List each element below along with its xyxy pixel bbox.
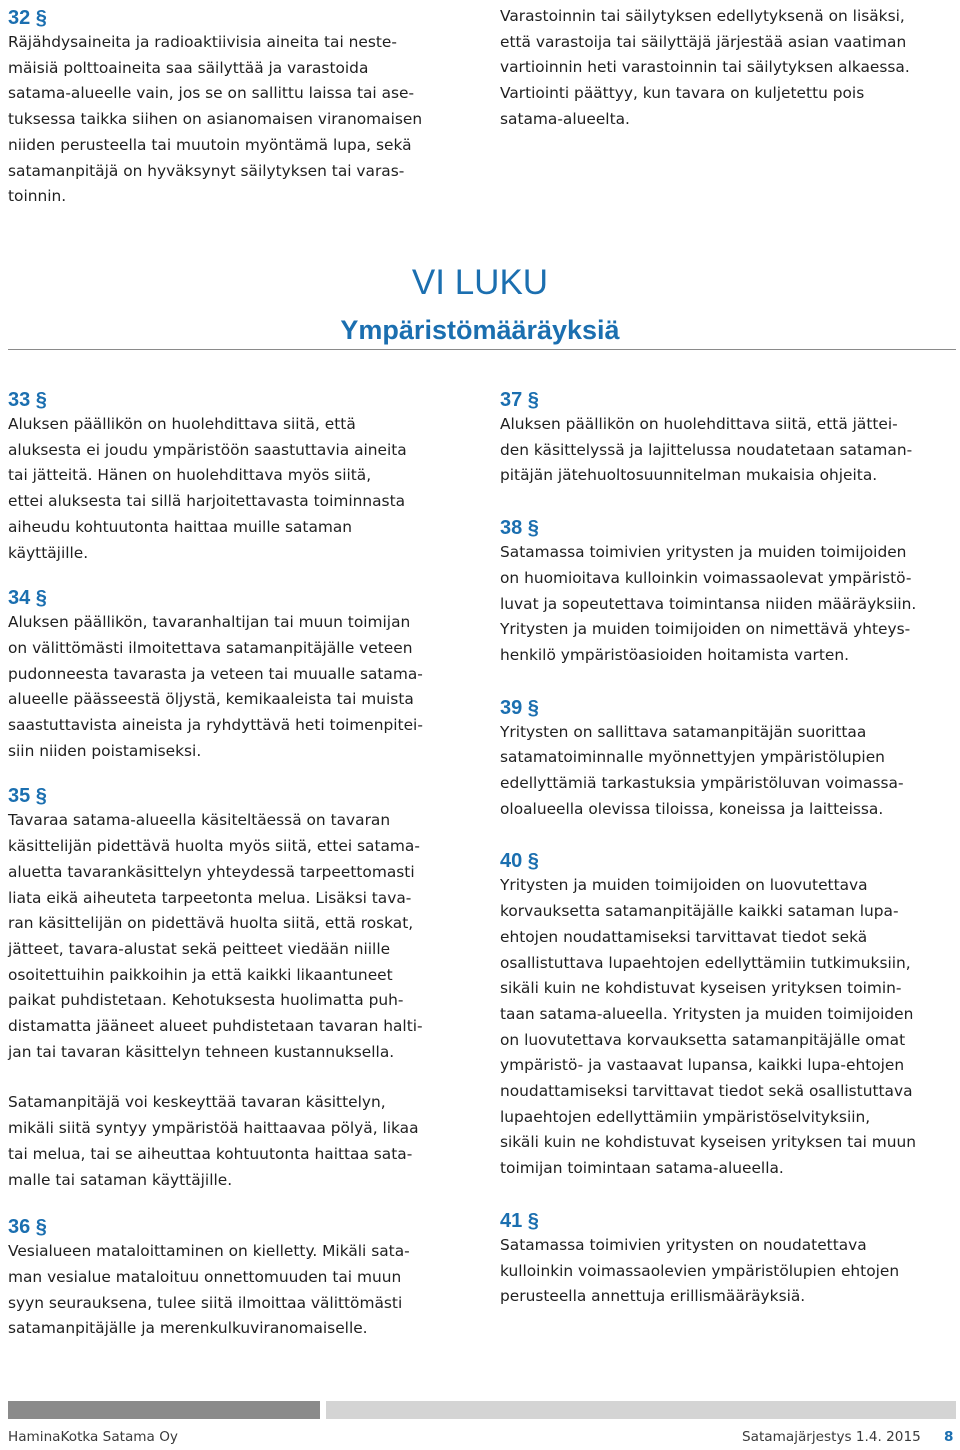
text-line: toinnin. (8, 187, 67, 206)
text-line: Vartiointi päättyy, kun tavara on kuljetettu pois (500, 84, 865, 103)
section-number: 39 § (500, 696, 539, 719)
text-line: ran käsittelijän on pidettävä huolta siitä, että roskat, (8, 914, 414, 933)
footer-page-number: 8 (944, 1429, 954, 1445)
text-line: pudonneesta tavarasta ja veteen tai muualle satama- (8, 664, 423, 683)
section-number: 32 § (8, 7, 47, 29)
chapter-divider (8, 349, 956, 350)
section-number: 33 § (8, 389, 47, 411)
text-line: ympäristö- ja vastaavat lupansa, kaikki lupa-ehtojen (500, 1056, 905, 1075)
text-line: siin niiden poistamiseksi. (8, 741, 202, 760)
section-40 (500, 849, 955, 1181)
section-33 (8, 388, 470, 566)
text-line: toimijan toimintaan satama-alueella. (500, 1159, 784, 1178)
text-line: Aluksen päällikön on huolehdittava siitä, että (8, 415, 356, 433)
text-line: että varastoija tai säilyttäjä järjestää asian vaatiman (500, 32, 907, 51)
text-line: Satamanpitäjä voi keskeyttää tavaran käsittelyn, (8, 1093, 386, 1112)
section-body (8, 1239, 470, 1342)
text-line: Räjähdysaineita ja radioaktiivisia aineita tai neste- (8, 33, 397, 51)
text-line: tuksessa taikka siihen on asianomaisen viranomaisen (8, 110, 423, 129)
text-line: kulloinkin voimassaolevien ympäristölupien ehtojen (500, 1261, 900, 1280)
section-number: 37 § (500, 389, 539, 411)
text-line: Yritysten ja muiden toimijoiden on luovutettava (500, 876, 868, 895)
section-number: 35 § (8, 785, 47, 808)
section-37 (500, 388, 955, 489)
text-line: aiheudu kohtuutonta haittaa muille sataman (8, 517, 353, 536)
text-line: satama-alueelta. (500, 109, 630, 128)
text-line: distamatta jääneet alueet puhdistetaan tavaran halti- (8, 1017, 423, 1036)
text-line: Yritysten ja muiden toimijoiden on nimettävä yhteys- (500, 620, 911, 639)
text-line: sikäli kuin ne kohdistuvat kyseisen yrityksen tai muun (500, 1133, 917, 1152)
text-line: on huomioitava kulloinkin voimassaolevat ympäristö- (500, 568, 912, 587)
text-line: luvat ja sopeutettava toimintansa niiden määräyksiin. (500, 594, 917, 613)
text-line: satamanpitäjälle ja merenkulkuviranomaiselle. (8, 1319, 368, 1338)
section-body (500, 4, 955, 133)
section-body (500, 1233, 955, 1310)
section-number: 38 § (500, 517, 539, 540)
chapter-number: VI LUKU (411, 263, 549, 302)
text-line: satamanpitäjä on hyväksynyt säilytyksen tai varas- (8, 161, 405, 180)
section-number: 40 § (500, 850, 539, 873)
text-line: mäisiä polttoaineita saa säilyttää ja varastoida (8, 58, 369, 77)
text-line: mikäli siitä syntyy ympäristöä haittaavaa pölyä, likaa (8, 1119, 419, 1138)
text-line: henkilö ympäristöasioiden hoitamista varten. (500, 645, 850, 664)
footer-document-title: Satamajärjestys 1.4. 2015 (742, 1429, 921, 1445)
text-line: vartioinnin heti varastoinnin tai säilytyksen alkaessa. (500, 58, 910, 77)
section-body (8, 1090, 470, 1193)
section-body (8, 412, 470, 566)
text-line: sikäli kuin ne kohdistuvat kyseisen yrityksen toimin- (500, 979, 902, 998)
text-line: ehtojen noudattamiseksi tarvittavat tiedot sekä (500, 927, 868, 946)
text-line: osoitettuihin paikkoihin ja että kaikki likaantuneet (8, 965, 393, 984)
text-line: pitäjän jätehuoltosuunnitelman mukaisia ohjeita. (500, 466, 878, 485)
text-line: on luovutettava korvauksetta satamanpitäjälle omat (500, 1030, 906, 1049)
text-line: jätteet, tavara-alustat sekä peitteet viedään niille (8, 939, 391, 958)
text-line: Varastoinnin tai säilytyksen edellytyksenä on lisäksi, (500, 7, 905, 25)
text-line: syyn seurauksena, tulee siitä ilmoittaa välittömästi (8, 1293, 403, 1312)
text-line: noudattamiseksi tarvittavat tiedot sekä osallistuttava (500, 1082, 913, 1101)
section-39 (500, 696, 955, 823)
text-line: satama-alueelle vain, jos se on sallittu laissa tai ase- (8, 84, 415, 103)
text-line: käsittelijän pidettävä huolta myös siitä, ettei satama- (8, 837, 420, 856)
section-body (8, 808, 470, 1065)
text-line: saastuttavista aineista ja ryhdyttävä heti toimenpitei- (8, 716, 423, 735)
text-line: oloalueella olevissa tiloissa, koneissa ja laitteissa. (500, 799, 884, 818)
section-body (500, 720, 955, 823)
section-38 (500, 516, 955, 669)
text-line: Vesialueen mataloittaminen on kielletty. Mikäli sata- (8, 1242, 410, 1261)
section-32 (8, 6, 458, 210)
text-line: perusteella annettuja erillismääräyksiä. (500, 1287, 806, 1306)
text-line: liata eikä aiheuteta tarpeetonta melua. Lisäksi tava- (8, 888, 412, 907)
right-column (500, 388, 955, 1310)
text-line: ettei aluksesta tai sillä harjoitettavasta toiminnasta (8, 492, 406, 511)
section-number: 36 § (8, 1216, 47, 1239)
text-line: aluetta tavarankäsittelyn yhteydessä tarpeettomasti (8, 862, 415, 881)
text-line: käyttäjille. (8, 543, 89, 562)
section-35 (8, 784, 470, 1193)
text-line: korvauksetta satamanpitäjälle kaikki sataman lupa- (500, 902, 899, 921)
section-number: 41 § (500, 1209, 539, 1232)
left-column (8, 388, 470, 1342)
text-line: tai jätteitä. Hänen on huolehdittava myös siitä, (8, 466, 372, 485)
section-36 (8, 1215, 470, 1342)
text-line: edellyttämiä tarkastuksia ympäristöluvan voimassa- (500, 774, 904, 793)
section-41 (500, 1209, 955, 1310)
text-line: alueelle päässeestä öljystä, kemikaaleista tai muista (8, 690, 414, 709)
text-line: malle tai sataman käyttäjille. (8, 1170, 233, 1189)
text-line: Tavaraa satama-alueella käsiteltäessä on tavaran (8, 811, 391, 830)
chapter-title: Ympäristömääräyksiä (340, 315, 620, 345)
text-line: tai melua, tai se aiheuttaa kohtuutonta haittaa sata- (8, 1144, 413, 1163)
text-line: aluksesta ei joudu ympäristöön saastuttavia aineita (8, 440, 407, 459)
text-line: Aluksen päällikön on huolehdittava siitä, että jättei- (500, 415, 898, 433)
text-line: taan satama-alueella. Yritysten ja muiden toimijoiden (500, 1004, 914, 1023)
section-number: 34 § (8, 587, 47, 610)
section-body (500, 412, 955, 489)
footer-company: HaminaKotka Satama Oy (8, 1429, 178, 1445)
text-line: jan tai tavaran käsittelyn tehneen kustannuksella. (8, 1042, 395, 1061)
text-line: Yritysten on sallittava satamanpitäjän suorittaa (500, 722, 867, 741)
text-line: den käsittelyssä ja lajittelussa noudatetaan sataman- (500, 440, 913, 459)
text-line: Satamassa toimivien yritysten on noudatettava (500, 1235, 867, 1254)
text-line: Aluksen päällikön, tavaranhaltijan tai muun toimijan (8, 613, 411, 632)
footer-bar-left (8, 1401, 320, 1419)
text-line: on välittömästi ilmoitettava satamanpitäjälle veteen (8, 638, 413, 657)
section-34 (8, 586, 470, 764)
section-32-continued (500, 4, 955, 133)
text-line: satamatoiminnalle myönnettyjen ympäristölupien (500, 748, 885, 767)
text-line: lupaehtojen edellyttämiin ympäristöselvityksiin, (500, 1107, 871, 1126)
text-line: niiden perusteella tai muutoin myöntämä lupa, sekä (8, 135, 412, 154)
text-line: paikat puhdistetaan. Kehotuksesta huolimatta puh- (8, 991, 404, 1010)
section-body (500, 873, 955, 1181)
section-body (8, 30, 458, 210)
text-line: osallistuttava lupaehtojen edellyttämiin tutkimuksiin, (500, 953, 911, 972)
text-line: Satamassa toimivien yritysten ja muiden toimijoiden (500, 543, 907, 562)
footer-bar-right (326, 1401, 956, 1419)
text-line: man vesialue mataloituu onnettomuuden tai muun (8, 1267, 402, 1286)
section-body (500, 540, 955, 669)
section-body (8, 610, 470, 764)
